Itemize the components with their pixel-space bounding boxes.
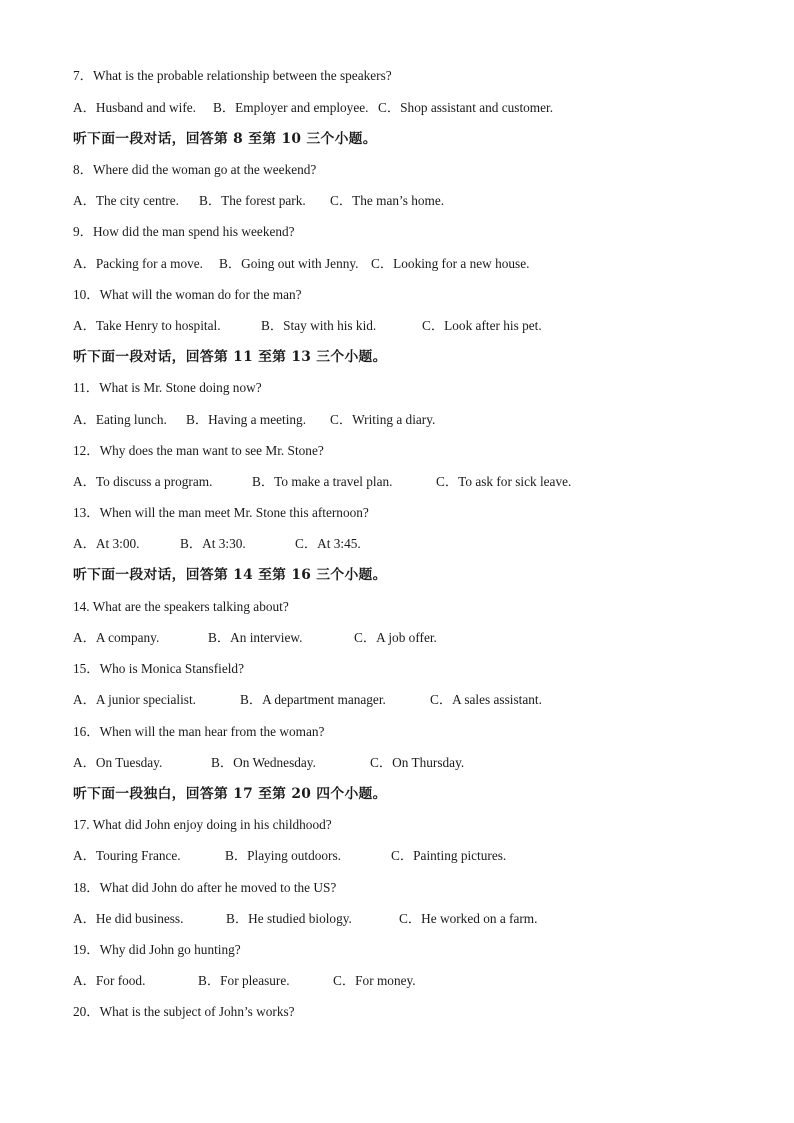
option-b: B．Going out with Jenny. (219, 256, 359, 271)
option-a: A．The city centre. (73, 193, 179, 208)
option-b: B．For pleasure. (198, 973, 290, 988)
option-a: A．Touring France. (73, 848, 181, 863)
option-b: B．Playing outdoors. (225, 848, 341, 863)
question-19: 19．Why did John go hunting? (73, 942, 241, 957)
option-a: A．Take Henry to hospital. (73, 318, 221, 333)
question-14: 14. What are the speakers talking about? (73, 599, 289, 614)
option-b: B．An interview. (208, 630, 303, 645)
option-b: B．Having a meeting. (186, 412, 307, 427)
question-18: 18．What did John do after he moved to the US? (73, 880, 337, 895)
question-11: 11．What is Mr. Stone doing now? (73, 380, 262, 395)
question-20: 20．What is the subject of John’s works? (73, 1004, 295, 1019)
question-17: 17. What did John enjoy doing in his childhood? (73, 817, 332, 832)
option-b: B．He studied biology. (226, 911, 352, 926)
option-c: C．To ask for sick leave. (436, 474, 572, 489)
option-c: C．Shop assistant and customer. (378, 100, 554, 115)
option-a: A．Eating lunch. (73, 412, 167, 427)
section-heading-14-16: 听下面一段对话，回答第 14 至第 16 三个小题。 (73, 567, 387, 583)
option-a: A．A junior specialist. (73, 692, 196, 707)
question-16: 16．When will the man hear from the woman? (73, 724, 325, 739)
option-a: A．On Tuesday. (73, 755, 163, 770)
option-b: B．To make a travel plan. (252, 474, 393, 489)
option-c: C．Writing a diary. (330, 412, 436, 427)
question-13: 13．When will the man meet Mr. Stone this afternoon? (73, 505, 369, 520)
option-b: B．A department manager. (240, 692, 386, 707)
section-heading-8-10: 听下面一段对话，回答第 8 至第 10 三个小题。 (73, 131, 377, 147)
option-c: C．He worked on a farm. (399, 911, 538, 926)
option-b: B．The forest park. (199, 193, 306, 208)
question-12: 12．Why does the man want to see Mr. Stone? (73, 443, 324, 458)
option-b: B．At 3:30. (180, 536, 246, 551)
option-b: B．Employer and employee. (213, 100, 369, 115)
option-a: A．To discuss a program. (73, 474, 213, 489)
question-7: 7．What is the probable relationship between the speakers? (73, 68, 392, 83)
question-15: 15．Who is Monica Stansfield? (73, 661, 244, 676)
option-a: A．Husband and wife. (73, 100, 196, 115)
option-a: A．At 3:00. (73, 536, 140, 551)
option-c: C．On Thursday. (370, 755, 465, 770)
option-b: B．On Wednesday. (211, 755, 316, 770)
option-c: C．The man’s home. (330, 193, 445, 208)
option-a: A．For food. (73, 973, 146, 988)
option-b: B．Stay with his kid. (261, 318, 377, 333)
question-10: 10．What will the woman do for the man? (73, 287, 302, 302)
question-8: 8．Where did the woman go at the weekend? (73, 162, 317, 177)
section-heading-17-20: 听下面一段独白，回答第 17 至第 20 四个小题。 (73, 786, 387, 802)
option-c: C．Look after his pet. (422, 318, 542, 333)
option-a: A．He did business. (73, 911, 184, 926)
option-c: C．For money. (333, 973, 416, 988)
question-9: 9．How did the man spend his weekend? (73, 224, 295, 239)
option-c: C．Painting pictures. (391, 848, 507, 863)
option-c: C．A job offer. (354, 630, 437, 645)
option-c: C．Looking for a new house. (371, 256, 530, 271)
option-a: A．A company. (73, 630, 160, 645)
option-c: C．At 3:45. (295, 536, 361, 551)
option-c: C．A sales assistant. (430, 692, 542, 707)
option-a: A．Packing for a move. (73, 256, 203, 271)
section-heading-11-13: 听下面一段对话，回答第 11 至第 13 三个小题。 (73, 349, 387, 365)
